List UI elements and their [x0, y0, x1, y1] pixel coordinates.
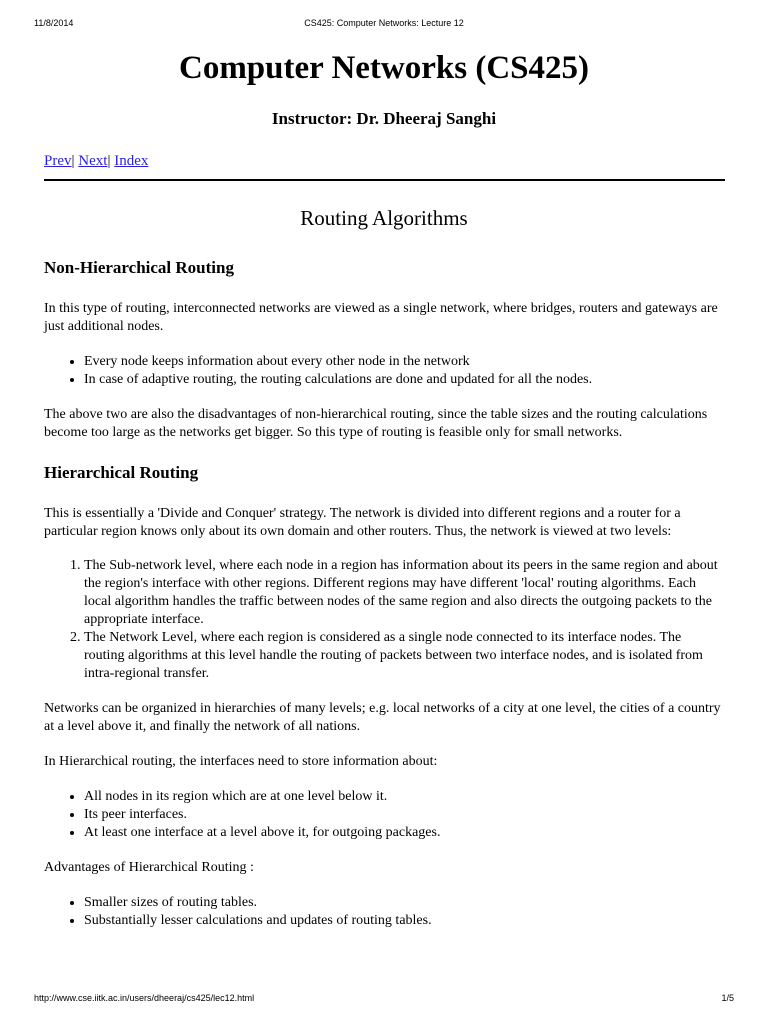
print-url: http://www.cse.iitk.ac.in/users/dheeraj/cs425/lec12.html — [34, 993, 255, 1003]
course-title: Computer Networks (CS425) — [178, 50, 590, 86]
bullet-list — [44, 788, 724, 842]
list-item: • Every node keeps information about every other node in the network — [84, 353, 724, 371]
paragraph: The above two are also the disadvantages of non-hierarchical routing, since the table sizes and the routing calculations become too large as the networks get bigger. So this type of routing is feasible only for small networks. — [44, 407, 708, 440]
prev-link[interactable]: Prev — [44, 153, 72, 169]
print-page-title: CS425: Computer Networks: Lecture 12 — [304, 18, 464, 28]
lecture-nav — [44, 151, 724, 171]
list-item: • Its peer interfaces. — [84, 806, 724, 824]
divider — [44, 179, 725, 181]
next-link[interactable]: Next — [78, 153, 108, 169]
list-item: 2. The Network Level, where each region is considered as a single node connected to its interface nodes. The routing algorithms at this level handle the routing of packets between two interface nodes, and is isolated from intra-regional transfer. — [84, 629, 724, 683]
list-item: • Substantially lesser calculations and updates of routing tables. — [84, 912, 724, 930]
list-item: • In case of adaptive routing, the routing calculations are done and updated for all the nodes. — [84, 371, 724, 389]
paragraph: This is essentially a 'Divide and Conquer' strategy. The network is divided into different regions and a router for a particular region knows only about its own domain and other routers. Thus, the network is viewed at two levels: — [44, 506, 681, 539]
nav-separator: | — [107, 153, 111, 169]
bullet-list — [44, 894, 724, 930]
paragraph: Networks can be organized in hierarchies of many levels; e.g. local networks of a city at one level, the cities of a country at a level above it, and finally the network of all nations. — [44, 701, 721, 734]
nav-separator: | — [71, 153, 75, 169]
document-body — [44, 46, 724, 930]
print-page-number: 1/5 — [721, 993, 734, 1003]
instructor-heading: Instructor: Dr. Dheeraj Sanghi — [271, 109, 497, 128]
list-item: 1. The Sub-network level, where each node in a region has information about its peers in the same region and about the region's interface with other regions. Different regions may have different 'local' routing algorithms. Each local algorithm handles the traffic between nodes of the same region and also directs the outgoing packets to the appropriate interface. — [84, 557, 724, 629]
section-heading-non-hierarchical: Non-Hierarchical Routing — [44, 258, 234, 277]
list-item: • All nodes in its region which are at one level below it. — [84, 788, 724, 806]
list-item: • At least one interface at a level above it, for outgoing packages. — [84, 824, 724, 842]
paragraph: Advantages of Hierarchical Routing : — [44, 860, 254, 875]
numbered-list — [44, 557, 724, 683]
list-item: • Smaller sizes of routing tables. — [84, 894, 724, 912]
print-footer — [34, 993, 734, 1005]
paragraph: In Hierarchical routing, the interfaces need to store information about: — [44, 754, 438, 769]
paragraph: In this type of routing, interconnected networks are viewed as a single network, where bridges, routers and gateways are just additional nodes. — [44, 301, 718, 334]
index-link[interactable]: Index — [114, 153, 149, 169]
bullet-list — [44, 353, 724, 389]
lecture-title: Routing Algorithms — [300, 206, 468, 230]
print-header — [34, 18, 734, 30]
print-date: 11/8/2014 — [34, 18, 74, 28]
section-heading-hierarchical: Hierarchical Routing — [44, 463, 199, 482]
